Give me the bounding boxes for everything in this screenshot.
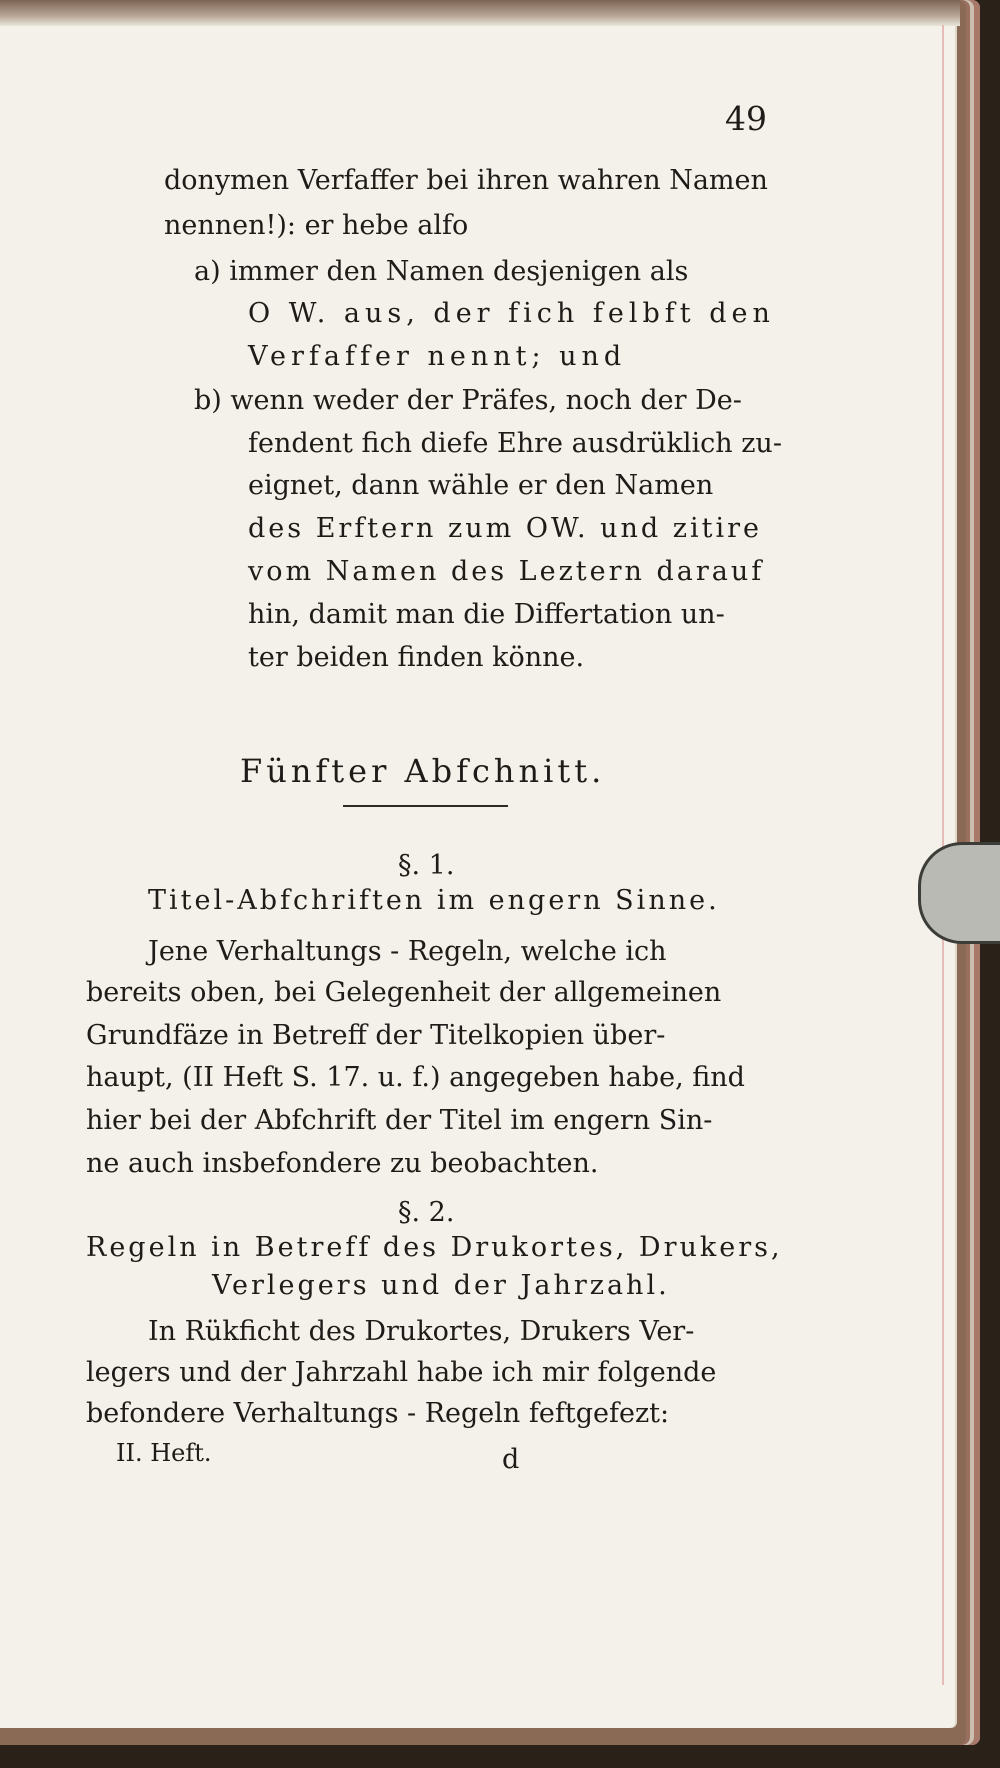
heading-rule: [343, 805, 508, 807]
subsection-title: Verlegers und der Jahrzahl.: [212, 1270, 670, 1301]
subsection-title: Titel-Abfchriften im engern Sinne.: [148, 885, 720, 916]
signature-mark: d: [502, 1444, 520, 1475]
body-line: befondere Verhaltungs - Regeln feftgefezt:: [86, 1398, 670, 1429]
bookmark-clip: [918, 842, 1000, 944]
body-line: haupt, (II Heft S. 17. u. f.) angegeben habe, find: [86, 1062, 745, 1093]
list-item-b-line: vom Namen des Leztern darauf: [248, 556, 765, 587]
section-heading: Fünfter Abfchnitt.: [240, 752, 606, 790]
body-line: bereits oben, bei Gelegenheit der allgemeinen: [86, 977, 722, 1008]
footer-issue: II. Heft.: [116, 1439, 212, 1467]
list-item-b-line: b) wenn weder der Präfes, noch der De-: [194, 385, 742, 416]
list-item-b-line: ter beiden finden könne.: [248, 642, 585, 673]
list-item-b-line: fendent fich diefe Ehre ausdrüklich zu-: [248, 428, 782, 459]
paragraph-number: §. 1.: [398, 850, 455, 881]
body-line: In Rükficht des Drukortes, Drukers Ver-: [148, 1316, 695, 1347]
list-item-a-line: O W. aus, der fich felbft den: [248, 298, 775, 329]
paragraph-number: §. 2.: [398, 1197, 455, 1228]
body-line: hier bei der Abfchrift der Titel im engern Sin-: [86, 1105, 713, 1136]
body-line: donymen Verfaffer bei ihren wahren Namen: [164, 165, 768, 196]
subsection-title: Regeln in Betreff des Drukortes, Drukers,: [86, 1232, 783, 1263]
list-item-a-line: a) immer den Namen desjenigen als: [194, 256, 689, 287]
list-item-a-line: Verfaffer nennt; und: [248, 341, 627, 372]
body-line: Grundfäze in Betreff der Titelkopien über-: [86, 1020, 666, 1051]
page-number: 49: [725, 99, 767, 138]
list-item-b-line: des Erftern zum OW. und zitire: [248, 513, 763, 544]
body-line: ne auch insbefondere zu beobachten.: [86, 1148, 599, 1179]
list-item-b-line: hin, damit man die Differtation un-: [248, 599, 725, 630]
body-line: legers und der Jahrzahl habe ich mir folgende: [86, 1357, 717, 1388]
list-item-b-line: eignet, dann wähle er den Namen: [248, 470, 714, 501]
body-line: Jene Verhaltungs - Regeln, welche ich: [148, 936, 667, 967]
body-line: nennen!): er hebe alfo: [164, 210, 469, 241]
top-binding-strip: [0, 0, 960, 26]
